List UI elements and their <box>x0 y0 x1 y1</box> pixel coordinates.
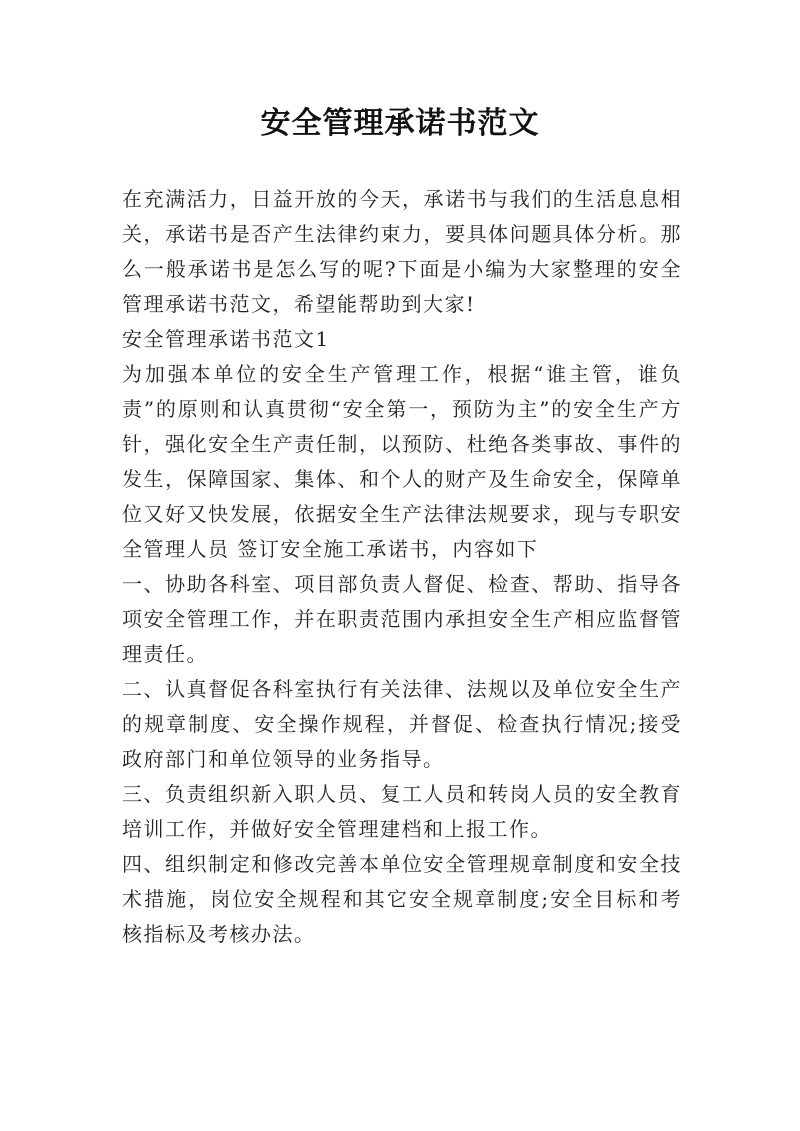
document-body <box>122 182 682 952</box>
body-paragraph: 为加强本单位的安全生产管理工作，根据“谁主管，谁负责”的原则和认真贯彻“安全第一，预防为主”的安全生产方针，强化安全生产责任制，以预防、杜绝各类事故、事件的发生，保障国家、集体、和个人的财产及生命安全，保障单位又好又快发展，依据安全生产法律法规要求，现与专职安全管理人员 签订安全施工承诺书，内容如下 <box>122 362 682 561</box>
intro-paragraph: 在充满活力，日益开放的今天，承诺书与我们的生活息息相关，承诺书是否产生法律约束力，要具体问题具体分析。那么一般承诺书是怎么写的呢?下面是小编为大家整理的安全管理承诺书范文，希望能帮助到大家! <box>122 187 682 316</box>
section-heading: 安全管理承诺书范文1 <box>122 327 330 351</box>
clause-1: 一、协助各科室、项目部负责人督促、检查、帮助、指导各项安全管理工作，并在职责范围内承担安全生产相应监督管理责任。 <box>122 572 682 666</box>
clause-3: 三、负责组织新入职人员、复工人员和转岗人员的安全教育培训工作，并做好安全管理建档和上报工作。 <box>122 782 682 841</box>
clause-2: 二、认真督促各科室执行有关法律、法规以及单位安全生产的规章制度、安全操作规程，并督促、检查执行情况;接受政府部门和单位领导的业务指导。 <box>122 677 682 771</box>
document-title: 安全管理承诺书范文 <box>260 106 540 141</box>
clause-4: 四、组织制定和修改完善本单位安全管理规章制度和安全技术措施，岗位安全规程和其它安全规章制度;安全目标和考核指标及考核办法。 <box>122 852 682 946</box>
